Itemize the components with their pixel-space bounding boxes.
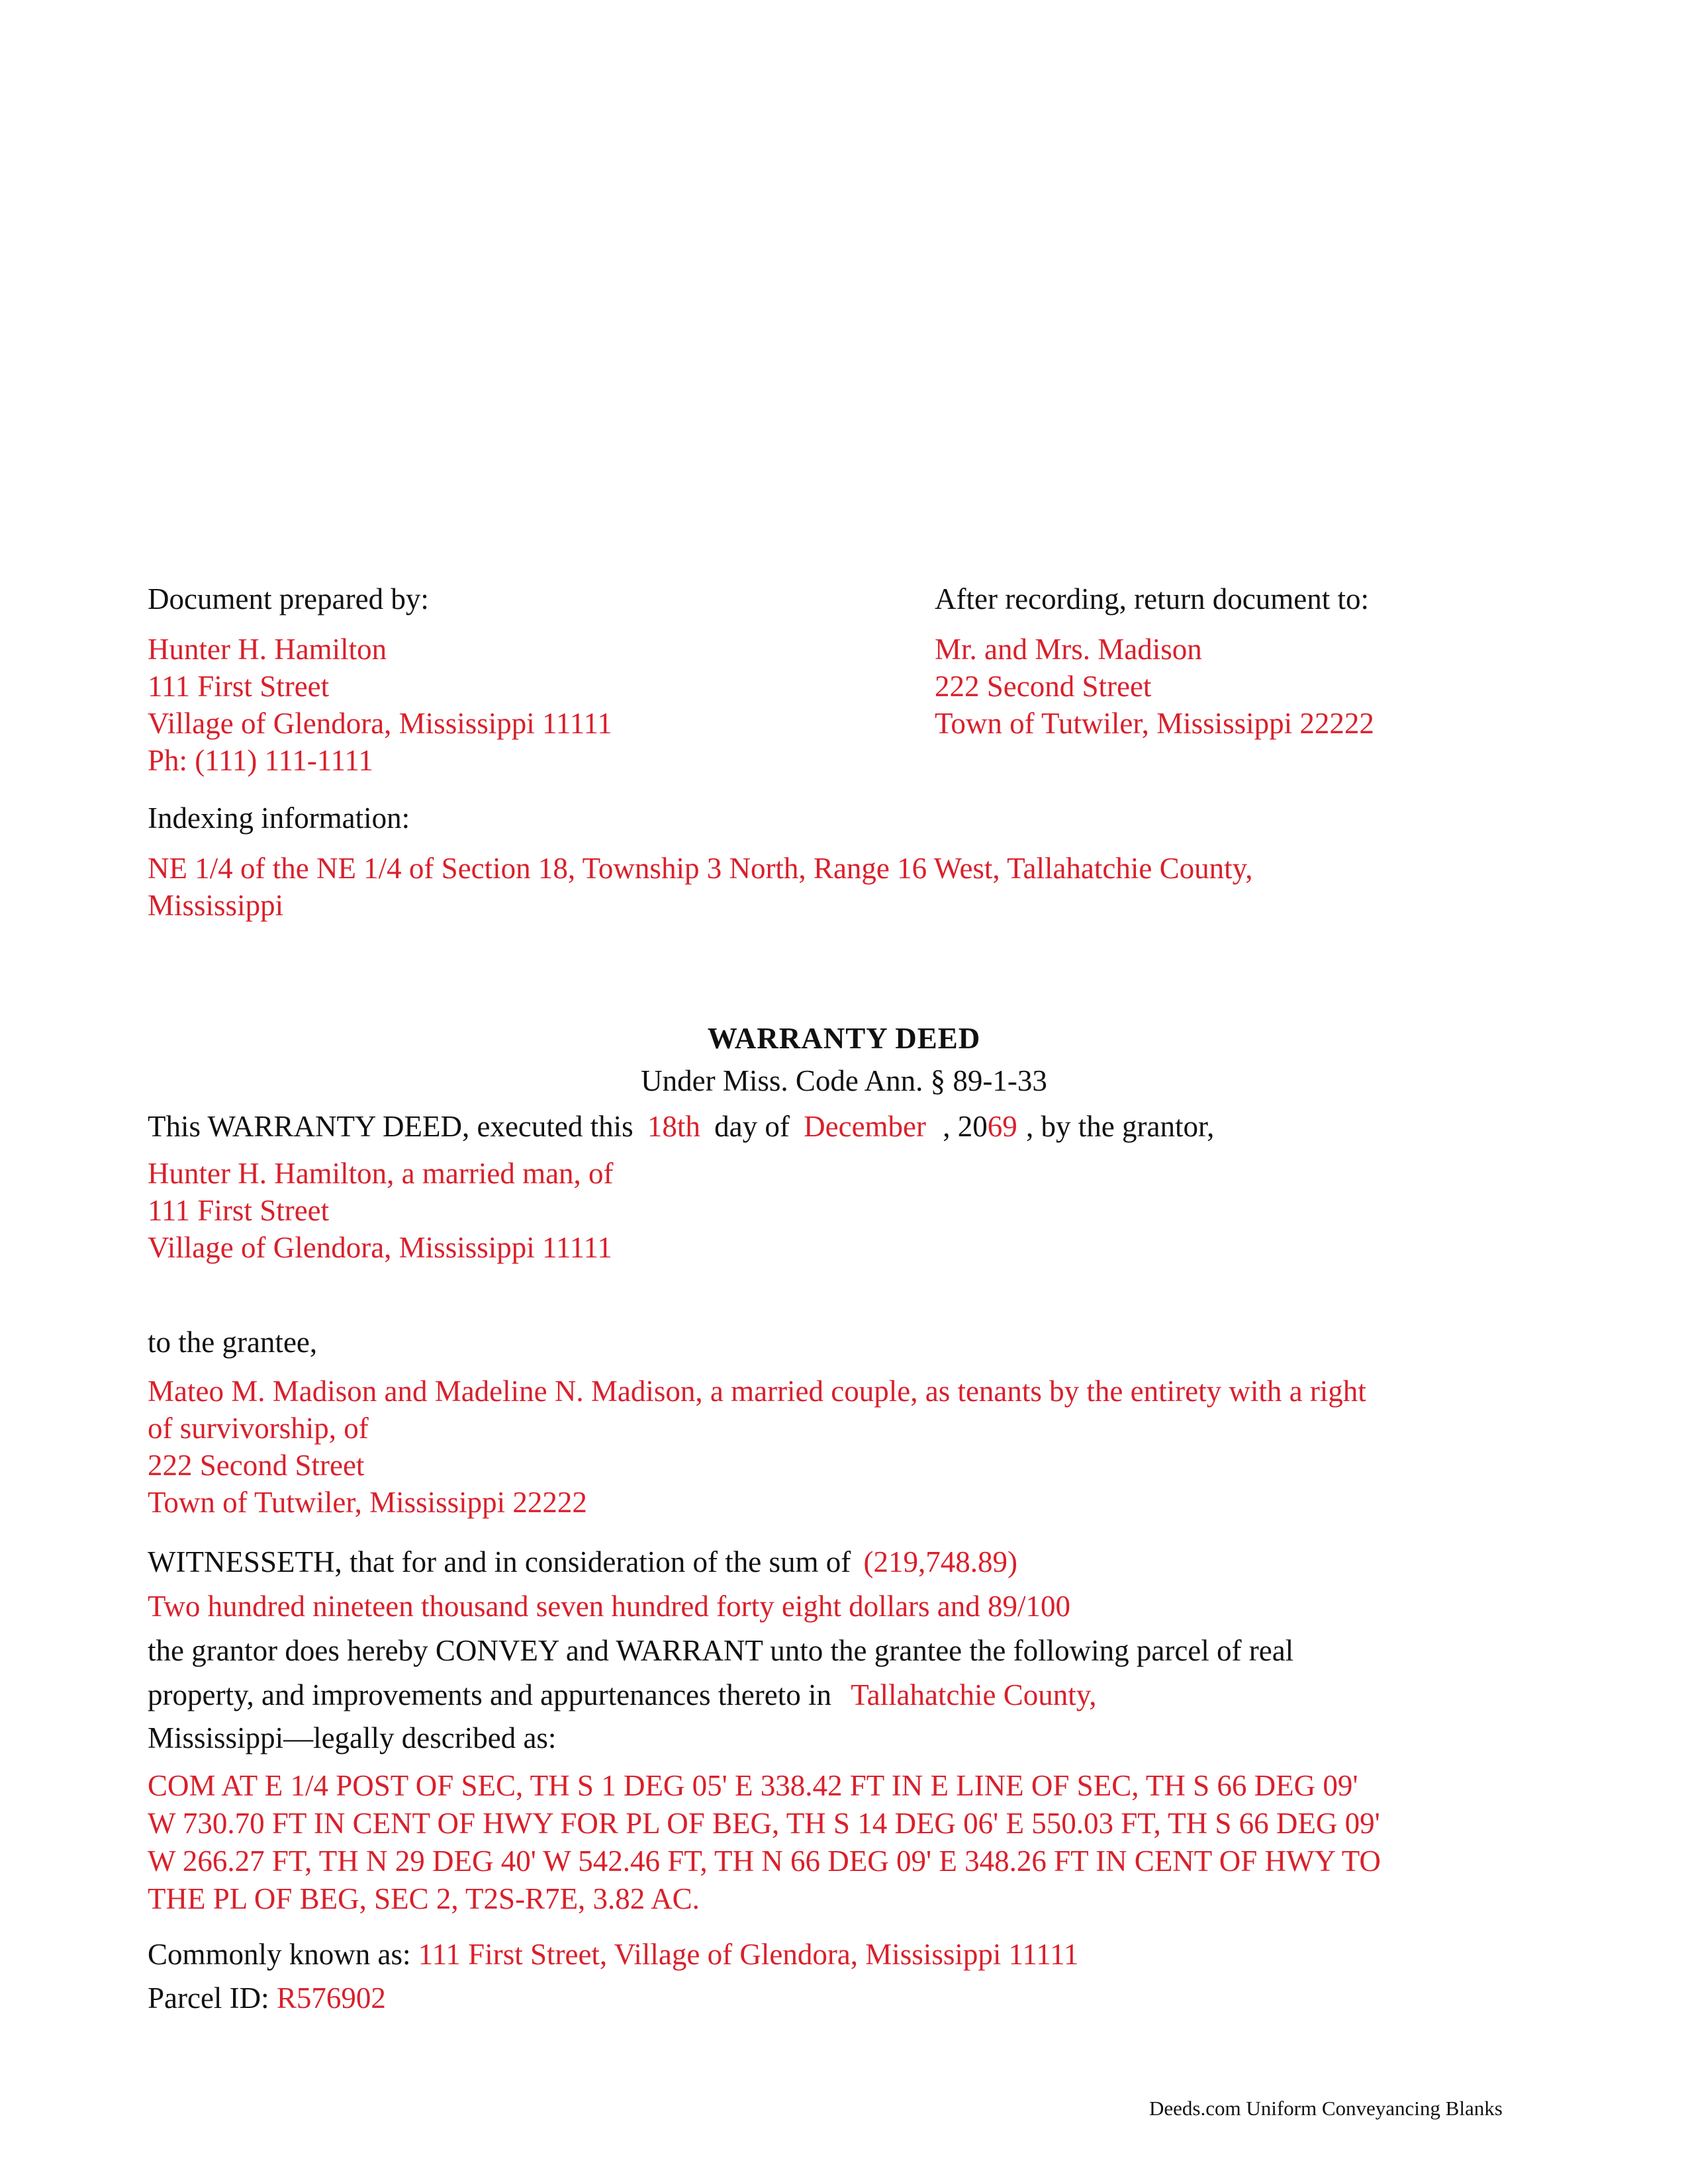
indexing-info (148, 850, 1252, 924)
grantor-block (148, 1155, 614, 1266)
consideration-line (148, 1547, 1017, 1577)
preparer-name: Hunter H. Hamilton (148, 633, 387, 666)
legal-description (148, 1767, 1381, 1918)
property-text: property, and improvements and appurtenances thereto in (148, 1678, 831, 1711)
legal-line-3: W 266.27 FT, TH N 29 DEG 40' W 542.46 FT, TH N 66 DEG 09' E 348.26 FT IN CENT OF HWY TO (148, 1844, 1381, 1878)
preparer-city: Village of Glendora, Mississippi 11111 (148, 707, 612, 740)
preparer-phone: Ph: (111) 111-1111 (148, 744, 373, 777)
grantee-street: 222 Second Street (148, 1449, 365, 1482)
parcel-line (148, 1983, 386, 2013)
return-street: 222 Second Street (935, 670, 1152, 703)
legal-line-4: THE PL OF BEG, SEC 2, T2S-R7E, 3.82 AC. (148, 1882, 700, 1915)
prepared-by-label: Document prepared by: (148, 582, 429, 615)
indexing-line-2: Mississippi (148, 889, 284, 922)
execution-year-prefix: , 20 (943, 1110, 988, 1143)
commonly-known-value: 111 First Street, Village of Glendora, Mississippi 11111 (418, 1938, 1079, 1971)
execution-month: December (804, 1110, 927, 1143)
commonly-known-label: Commonly known as: (148, 1938, 411, 1971)
grantor-city: Village of Glendora, Mississippi 11111 (148, 1231, 612, 1264)
deed-title: WARRANTY DEED (707, 1022, 981, 1055)
execution-day-of: day of (714, 1110, 790, 1143)
grantor-name: Hunter H. Hamilton, a married man, of (148, 1157, 614, 1190)
grantee-label: to the grantee, (148, 1326, 318, 1359)
preparer-street: 111 First Street (148, 670, 330, 703)
footer-text: Deeds.com Uniform Conveyancing Blanks (1149, 2097, 1503, 2120)
grantor-street: 111 First Street (148, 1194, 330, 1227)
commonly-known-line (148, 1940, 1078, 1970)
consideration-words: Two hundred nineteen thousand seven hundred forty eight dollars and 89/100 (148, 1590, 1071, 1623)
indexing-line-1: NE 1/4 of the NE 1/4 of Section 18, Township 3 North, Range 16 West, Tallahatchie County, (148, 852, 1253, 885)
execution-line (148, 1112, 1214, 1142)
legal-line-2: W 730.70 FT IN CENT OF HWY FOR PL OF BEG, TH S 14 DEG 06' E 550.03 FT, TH S 66 DEG 09' (148, 1807, 1380, 1840)
execution-day: 18th (647, 1110, 700, 1143)
property-county: Tallahatchie County, (851, 1678, 1097, 1711)
execution-by-grantor: , by the grantor, (1026, 1110, 1215, 1143)
convey-line: the grantor does hereby CONVEY and WARRANT unto the grantee the following parcel of real (148, 1634, 1294, 1667)
legal-line-1: COM AT E 1/4 POST OF SEC, TH S 1 DEG 05' E 338.42 FT IN E LINE OF SEC, TH S 66 DEG 09' (148, 1769, 1358, 1802)
execution-year: 69 (987, 1110, 1017, 1143)
execution-intro: This WARRANTY DEED, executed this (148, 1110, 633, 1143)
return-to-label: After recording, return document to: (935, 582, 1370, 615)
deed-subtitle: Under Miss. Code Ann. § 89-1-33 (641, 1064, 1047, 1097)
grantee-city: Town of Tutwiler, Mississippi 22222 (148, 1486, 587, 1519)
grantee-block (148, 1373, 1366, 1521)
parcel-label: Parcel ID: (148, 1981, 269, 2015)
described-line: Mississippi—legally described as: (148, 1721, 557, 1754)
preparer-address (148, 631, 612, 779)
return-name: Mr. and Mrs. Madison (935, 633, 1202, 666)
return-address (935, 631, 1374, 742)
consideration-text: WITNESSETH, that for and in consideration of the sum of (148, 1545, 851, 1578)
return-city: Town of Tutwiler, Mississippi 22222 (935, 707, 1374, 740)
grantee-names: Mateo M. Madison and Madeline N. Madison, a married couple, as tenants by the entirety with a right (148, 1375, 1366, 1408)
indexing-label: Indexing information: (148, 801, 410, 835)
grantee-tenancy: of survivorship, of (148, 1412, 369, 1445)
consideration-amount: (219,748.89) (863, 1545, 1018, 1578)
parcel-value: R576902 (276, 1981, 386, 2015)
property-line (148, 1680, 1097, 1710)
